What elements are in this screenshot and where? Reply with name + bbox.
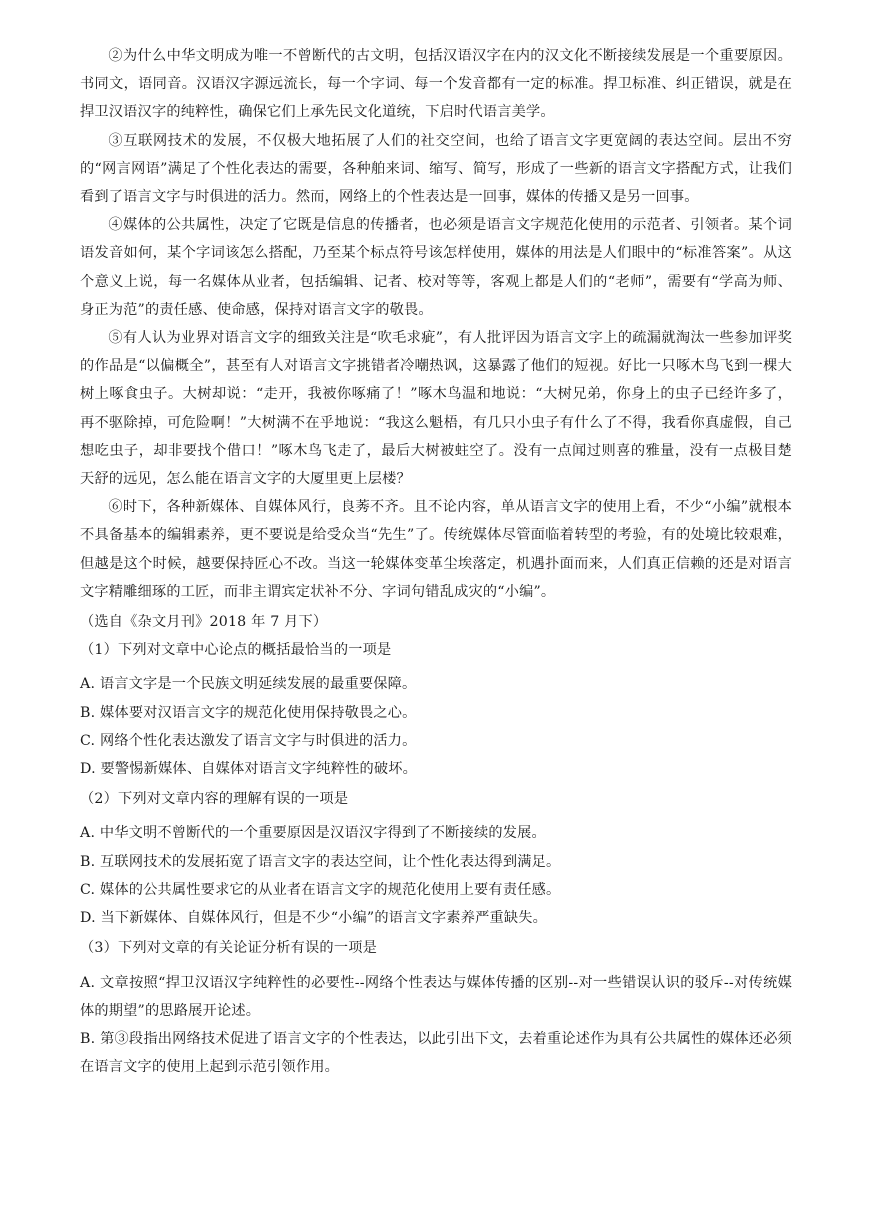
question-2-option-c: C. 媒体的公共属性要求它的从业者在语言文字的规范化使用上要有责任感。	[80, 881, 561, 898]
question-3-option-b: B. 第③段指出网络技术促进了语言文字的个性表达，以此引出下文，去着重论述作为具有公共属性的媒体还必须在语言文字的使用上起到示范引领作用。	[80, 1030, 792, 1076]
document-page	[80, 42, 792, 1081]
question-1-option-b: B. 媒体要对汉语言文字的规范化使用保持敬畏之心。	[80, 704, 417, 721]
question-2-option-a: A. 中华文明不曾断代的一个重要原因是汉语汉字得到了不断接续的发展。	[80, 825, 546, 842]
question-1-prompt: （1）下列对文章中心论点的概括最恰当的一项是	[80, 642, 392, 659]
paragraph-2: ②为什么中华文明成为唯一不曾断代的古文明，包括汉语汉字在内的汉文化不断接续发展是一个重要原因。书同文，语同音。汉语汉字源远流长，每一个字词、每一个发音都有一定的标准。捍卫标准、纠正错误，就是在捍卫汉语汉字的纯粹性，确保它们上承先民文化道统，下启时代语言美学。	[80, 48, 792, 121]
question-2-option-d: D. 当下新媒体、自媒体风行，但是不少“小编”的语言文字素养严重缺失。	[80, 910, 548, 927]
question-1-option-d: D. 要警惕新媒体、自媒体对语言文字纯粹性的破坏。	[80, 761, 418, 778]
question-3-prompt: （3）下列对文章的有关论证分析有误的一项是	[80, 940, 377, 957]
question-2-prompt: （2）下列对文章内容的理解有误的一项是	[80, 791, 349, 808]
question-1-option-c: C. 网络个性化表达激发了语言文字与时俱进的活力。	[80, 732, 417, 749]
paragraph-3: ③互联网技术的发展，不仅极大地拓展了人们的社交空间，也给了语言文字更宽阔的表达空间。层出不穷的“网言网语”满足了个性化表达的需要，各种舶来词、缩写、简写，形成了一些新的语言文字搭配方式，让我们看到了语言文字与时俱进的活力。然而，网络上的个性表达是一回事，媒体的传播又是另一回事。	[80, 132, 792, 206]
question-3-option-a: A. 文章按照“捍卫汉语汉字纯粹性的必要性--网络个性表达与媒体传播的区别--对一些错误认识的驳斥--对传统媒体的期望”的思路展开论述。	[80, 974, 792, 1019]
question-2-option-b: B. 互联网技术的发展拓宽了语言文字的表达空间，让个性化表达得到满足。	[80, 853, 561, 870]
paragraph-5: ⑤有人认为业界对语言文字的细致关注是“吹毛求疵”，有人批评因为语言文字上的疏漏就淘汰一些参加评奖的作品是“以偏概全”，甚至有人对语言文字挑错者冷嘲热讽，这暴露了他们的短视。好比一只啄木鸟飞到一棵大树上啄食虫子。大树却说：“走开，我被你啄痛了！”啄木鸟温和地说：“大树兄弟，你身上的虫子已经许多了，再不驱除掉，可危险啊！”大树满不在乎地说：“我这么魁梧，有几只小虫子有什么了不得，我看你真虚假，自己想吃虫子，却非要找个借口！”啄木鸟飞走了，最后大树被蛀空了。没有一点闻过则喜的雅量，没有一点极目楚天舒的远见，怎么能在语言文字的大厦里更上层楼？	[80, 330, 792, 488]
paragraph-6: ⑥时下，各种新媒体、自媒体风行，良莠不齐。且不论内容，单从语言文字的使用上看，不少“小编”就根本不具备基本的编辑素养，更不要说是给受众当“先生”了。传统媒体尽管面临着转型的考验，有的处境比较艰难，但越是这个时候，越要保持匠心不改。当这一轮媒体变革尘埃落定，机遇扑面而来，人们真正信赖的还是对语言文字精雕细琢的工匠，而非主谓宾定状补不分、字词句错乱成灾的“小编”。	[80, 499, 792, 600]
question-1-option-a: A. 语言文字是一个民族文明延续发展的最重要保障。	[80, 676, 417, 693]
paragraph-4: ④媒体的公共属性，决定了它既是信息的传播者，也必须是语言文字规范化使用的示范者、引领者。某个词语发音如何，某个字词该怎么搭配，乃至某个标点符号该怎样使用，媒体的用法是人们眼中的“标准答案”。从这个意义上说，每一名媒体从业者，包括编辑、记者、校对等等，客观上都是人们的“老师”，需要有“学高为师、身正为范”的责任感、使命感，保持对语言文字的敬畏。	[80, 217, 792, 318]
source-citation: （选自《杂文月刊》2018 年 7 月下）	[80, 614, 328, 631]
